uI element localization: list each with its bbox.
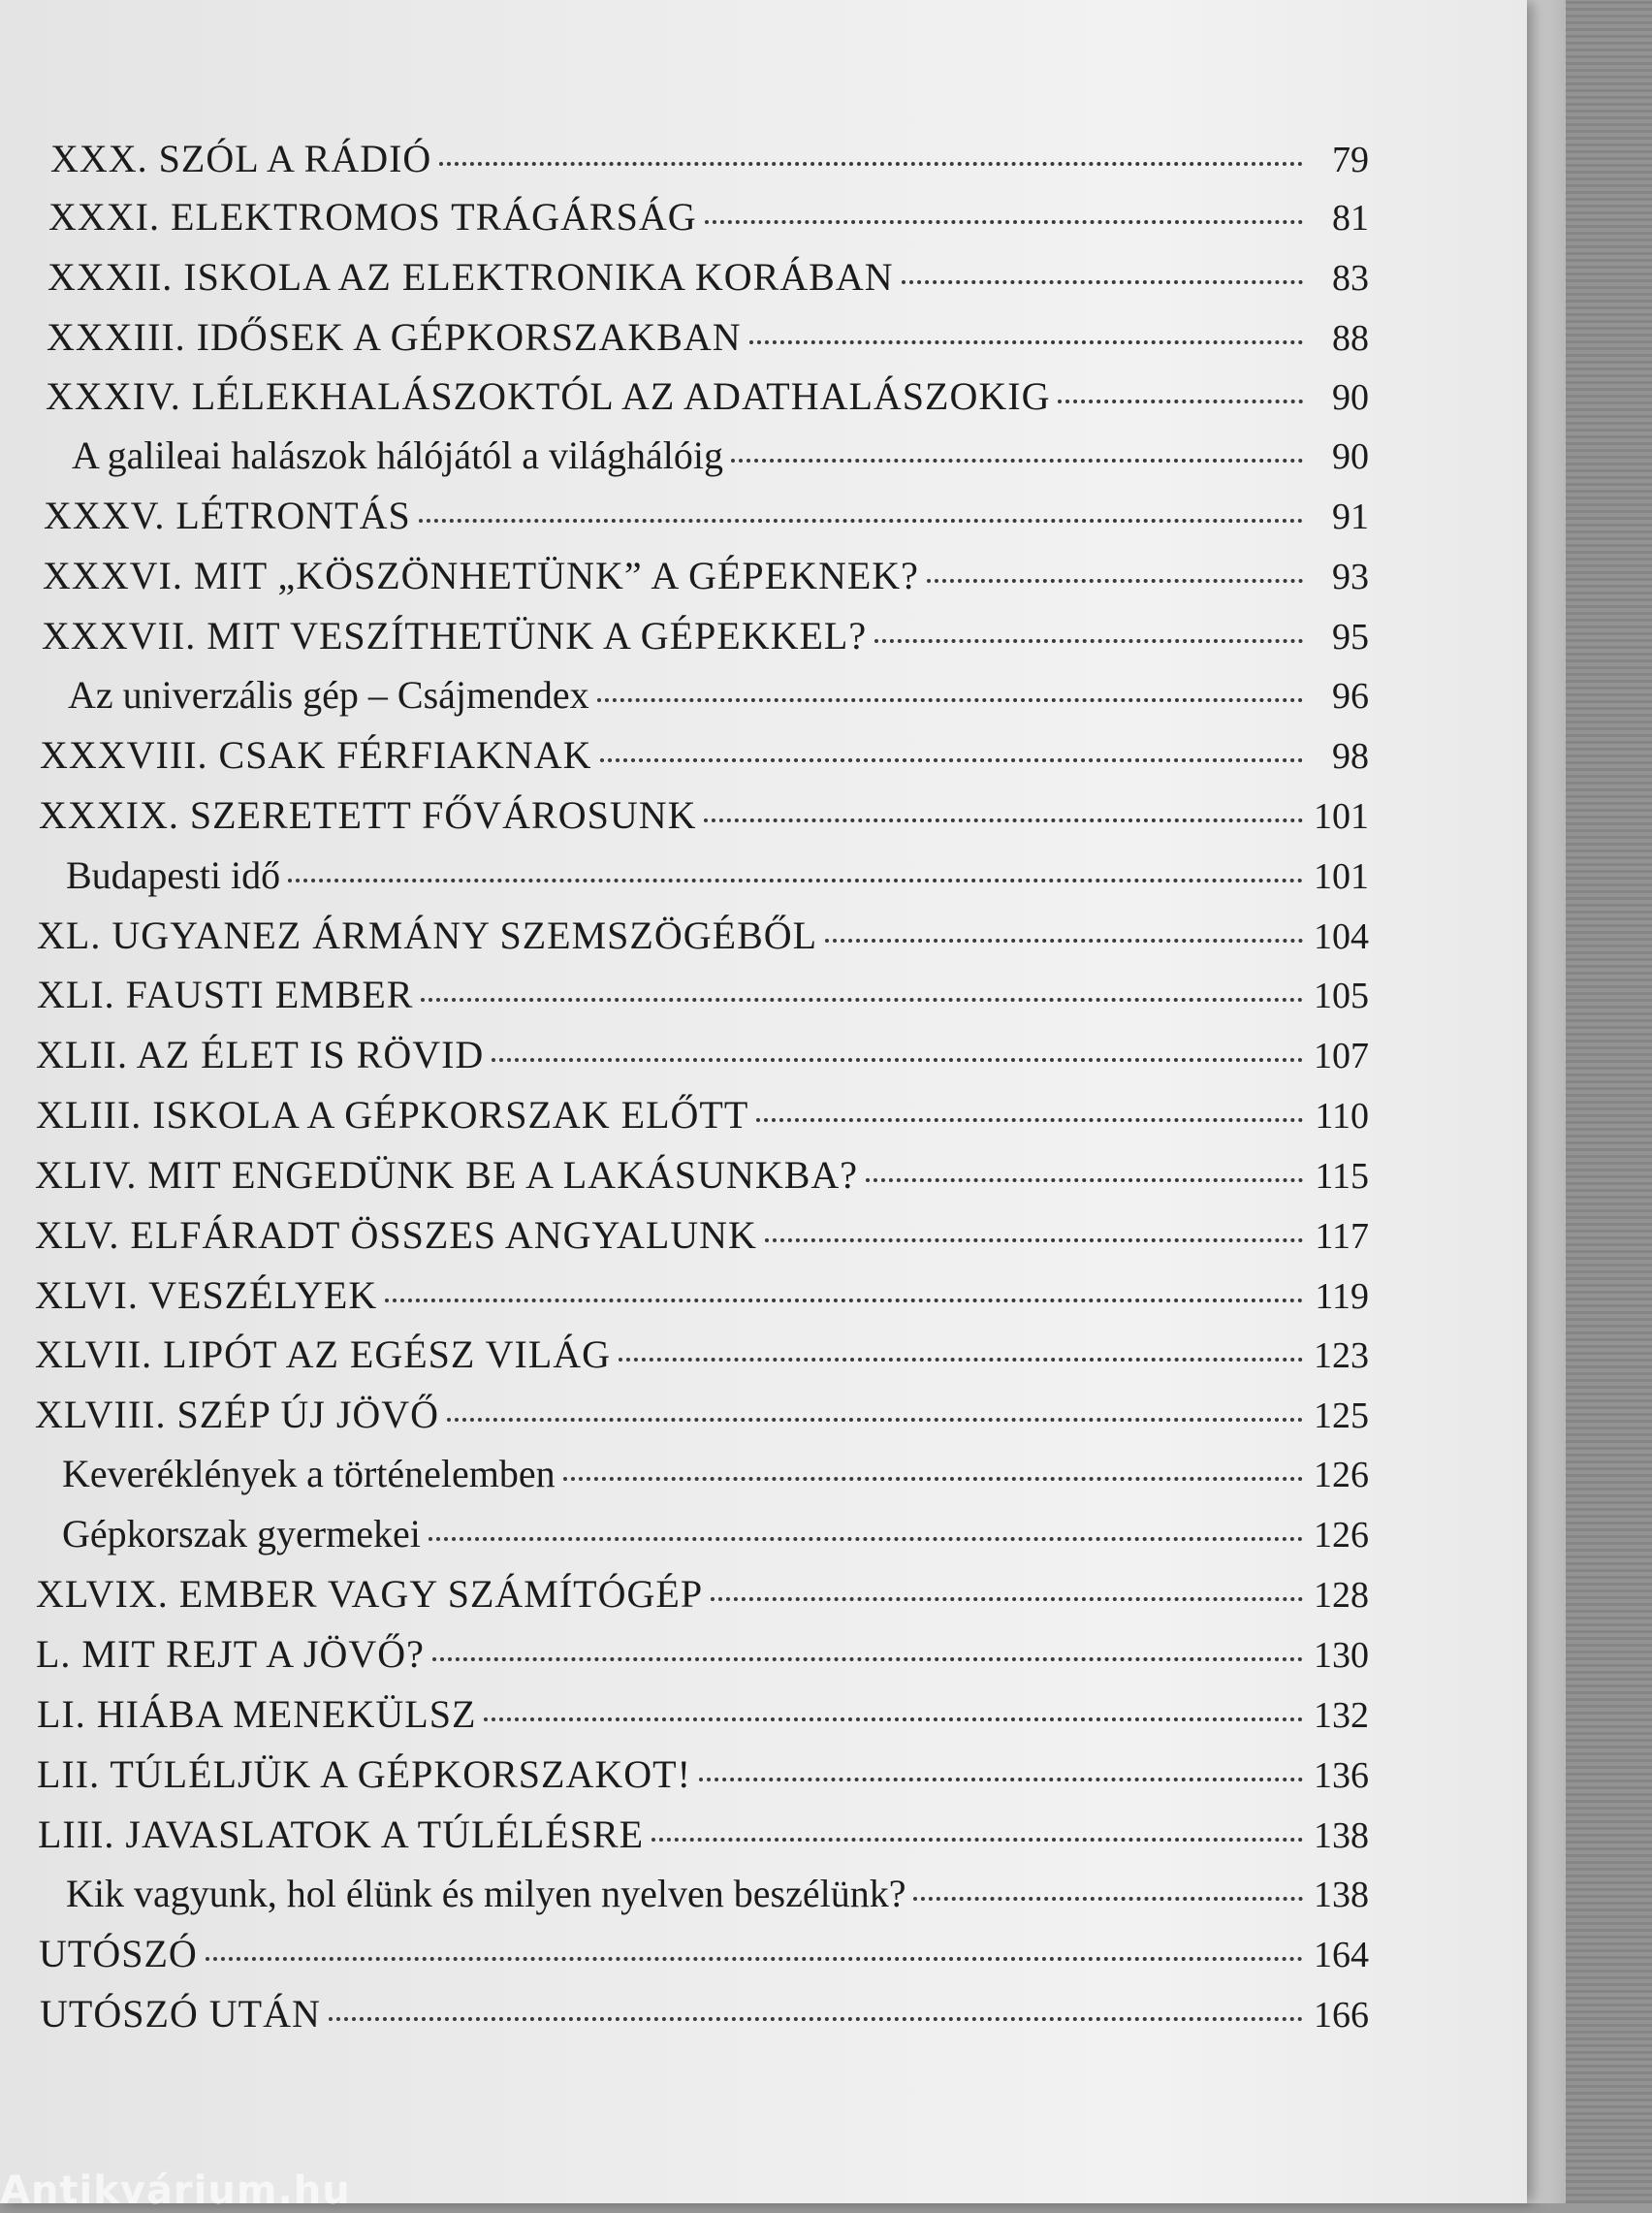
toc-entry-page: 90 bbox=[1332, 377, 1369, 418]
toc-entry-page: 115 bbox=[1315, 1156, 1369, 1197]
toc-entry-page: 132 bbox=[1314, 1695, 1369, 1736]
dot-leader bbox=[484, 1717, 1303, 1721]
toc-entry bbox=[42, 613, 1369, 657]
dot-leader bbox=[825, 939, 1303, 943]
toc-entry-title: XXXIII. IDŐSEK A GÉPKORSZAKBAN bbox=[47, 315, 742, 359]
toc-entry bbox=[35, 1392, 1369, 1436]
toc-entry-page: 110 bbox=[1315, 1096, 1369, 1137]
toc-entry-title: XLVIII. SZÉP ÚJ JÖVŐ bbox=[35, 1393, 440, 1436]
toc-entry-page: 130 bbox=[1314, 1635, 1369, 1676]
dot-leader bbox=[651, 1838, 1303, 1842]
toc-entry-page: 93 bbox=[1332, 557, 1369, 597]
dot-leader bbox=[711, 1597, 1303, 1601]
toc-entry-title: XLII. AZ ÉLET IS RÖVID bbox=[36, 1033, 485, 1076]
toc-entry bbox=[37, 1751, 1369, 1796]
dot-leader bbox=[597, 698, 1303, 702]
toc-entry-page: 164 bbox=[1314, 1935, 1369, 1975]
dot-leader bbox=[1058, 400, 1303, 403]
toc-entry-title: XLI. FAUSTI EMBER bbox=[37, 973, 414, 1016]
toc-entry-title: XXXV. LÉTRONTÁS bbox=[44, 494, 411, 537]
toc-subentry bbox=[66, 1871, 1369, 1915]
toc-entry bbox=[36, 1571, 1369, 1616]
dot-leader bbox=[429, 1537, 1303, 1541]
toc-entry-page: 96 bbox=[1332, 676, 1369, 717]
dot-leader bbox=[619, 1358, 1303, 1362]
dot-leader bbox=[421, 998, 1303, 1002]
toc-entry-title: XXXII. ISKOLA AZ ELEKTRONIKA KORÁBAN bbox=[48, 255, 894, 299]
toc-entry-page: 79 bbox=[1332, 140, 1369, 180]
toc-subentry bbox=[68, 672, 1369, 717]
toc-entry-page: 107 bbox=[1314, 1036, 1369, 1076]
toc-entry bbox=[40, 1991, 1369, 2036]
toc-entry-title: LI. HIÁBA MENEKÜLSZ bbox=[37, 1692, 477, 1736]
toc-entry-page: 123 bbox=[1314, 1335, 1369, 1376]
toc-entry-page: 90 bbox=[1332, 436, 1369, 477]
toc-entry-title: XL. UGYANEZ ÁRMÁNY SZEMSZÖGÉBŐL bbox=[37, 914, 818, 957]
toc-entry-title: XLV. ELFÁRADT ÖSSZES ANGYALUNK bbox=[35, 1213, 757, 1257]
toc-entry-page: 126 bbox=[1314, 1515, 1369, 1556]
toc-subentry bbox=[66, 852, 1369, 897]
dot-leader bbox=[600, 758, 1303, 762]
dot-leader bbox=[765, 1238, 1303, 1242]
toc-entry-title: XXXVI. MIT „KÖSZÖNHETÜNK” A GÉPEKNEK? bbox=[43, 554, 919, 597]
toc-entry bbox=[36, 1092, 1369, 1137]
dot-leader bbox=[385, 1299, 1303, 1302]
toc-entry-page: 81 bbox=[1332, 198, 1369, 239]
toc-entry-title: LII. TÚLÉLJÜK A GÉPKORSZAKOT! bbox=[37, 1752, 691, 1796]
toc-entry-page: 105 bbox=[1314, 976, 1369, 1016]
toc-entry-page: 128 bbox=[1314, 1575, 1369, 1616]
toc-entry bbox=[39, 1931, 1369, 1975]
toc-entry-page: 101 bbox=[1314, 796, 1369, 837]
dot-leader bbox=[756, 1118, 1303, 1122]
toc-entry-title: L. MIT REJT A JÖVŐ? bbox=[36, 1632, 425, 1676]
toc-entry-page: 119 bbox=[1315, 1276, 1369, 1317]
toc-subentry bbox=[62, 1511, 1369, 1556]
toc-entry bbox=[48, 194, 1369, 239]
toc-entry-title: Gépkorszak gyermekei bbox=[62, 1512, 421, 1556]
toc-entry bbox=[35, 1152, 1369, 1197]
toc-entry bbox=[39, 792, 1369, 837]
toc-entry bbox=[37, 1691, 1369, 1736]
toc-entry-page: 138 bbox=[1314, 1875, 1369, 1915]
dot-leader bbox=[749, 340, 1303, 344]
dot-leader bbox=[447, 1418, 1303, 1422]
dot-leader bbox=[288, 879, 1303, 882]
toc-entry-title: Keveréklények a történelemben bbox=[62, 1452, 556, 1495]
toc-entry-page: 126 bbox=[1314, 1455, 1369, 1495]
toc-entry-title: XLVII. LIPÓT AZ EGÉSZ VILÁG bbox=[35, 1332, 612, 1376]
toc-entry bbox=[48, 254, 1369, 299]
dot-leader bbox=[329, 2017, 1303, 2021]
toc-entry-title: XLVIX. EMBER VAGY SZÁMÍTÓGÉP bbox=[36, 1572, 704, 1616]
toc-entry bbox=[47, 314, 1369, 359]
toc-entry bbox=[43, 553, 1369, 597]
toc-entry bbox=[40, 732, 1369, 777]
toc-entry bbox=[50, 136, 1369, 180]
toc-entry-page: 117 bbox=[1315, 1216, 1369, 1257]
toc-entry-page: 138 bbox=[1314, 1815, 1369, 1856]
toc-entry-page: 88 bbox=[1332, 318, 1369, 359]
toc-entry-title: XXXI. ELEKTROMOS TRÁGÁRSÁG bbox=[48, 195, 697, 239]
toc-entry-title: XXXVII. MIT VESZÍTHETÜNK A GÉPEKKEL? bbox=[42, 614, 868, 657]
toc-entry-title: XXXVIII. CSAK FÉRFIAKNAK bbox=[40, 733, 592, 777]
toc-entry-title: XXX. SZÓL A RÁDIÓ bbox=[50, 137, 432, 180]
dot-leader bbox=[927, 579, 1303, 583]
toc-entry-page: 95 bbox=[1332, 617, 1369, 657]
toc-entry-title: Az univerzális gép – Csájmendex bbox=[68, 673, 589, 717]
toc-entry-title: XLVI. VESZÉLYEK bbox=[35, 1273, 378, 1317]
dot-leader bbox=[492, 1058, 1303, 1062]
toc-entry bbox=[36, 1631, 1369, 1676]
toc-entry-title: Kik vagyunk, hol élünk és milyen nyelven beszélünk? bbox=[66, 1872, 906, 1915]
toc-entry-page: 98 bbox=[1332, 736, 1369, 777]
toc-entry-page: 101 bbox=[1314, 856, 1369, 897]
toc-entry bbox=[35, 1212, 1369, 1257]
toc-entry-page: 91 bbox=[1332, 497, 1369, 537]
toc-entry-title: Budapesti idő bbox=[66, 853, 281, 897]
toc-entry-title: XXXIX. SZERETETT FŐVÁROSUNK bbox=[39, 793, 697, 837]
toc-subentry bbox=[62, 1451, 1369, 1495]
dot-leader bbox=[913, 1897, 1303, 1901]
toc-entry-title: XLIII. ISKOLA A GÉPKORSZAK ELŐTT bbox=[36, 1093, 749, 1137]
dot-leader bbox=[874, 639, 1303, 643]
dot-leader bbox=[731, 459, 1303, 463]
background-surface bbox=[1566, 0, 1652, 2203]
page-edge bbox=[1527, 0, 1566, 2203]
toc-entry bbox=[44, 493, 1369, 537]
toc-entry-page: 136 bbox=[1314, 1755, 1369, 1796]
dot-leader bbox=[563, 1477, 1303, 1481]
toc-entry bbox=[46, 373, 1369, 418]
toc-entry-title: UTÓSZÓ bbox=[39, 1932, 198, 1975]
toc-entry-page: 166 bbox=[1314, 1995, 1369, 2036]
toc-entry bbox=[35, 1272, 1369, 1317]
toc-entry bbox=[37, 913, 1369, 957]
toc-entry-title: XLIV. MIT ENGEDÜNK BE A LAKÁSUNKBA? bbox=[35, 1153, 859, 1197]
dot-leader bbox=[699, 1778, 1303, 1781]
watermark: Antikvárium.hu bbox=[0, 2168, 351, 2213]
toc-subentry bbox=[72, 433, 1369, 477]
dot-leader bbox=[704, 818, 1303, 822]
toc-entry-page: 125 bbox=[1314, 1395, 1369, 1436]
toc-entry bbox=[36, 1032, 1369, 1076]
toc-entry bbox=[38, 1812, 1369, 1856]
dot-leader bbox=[432, 1657, 1303, 1661]
dot-leader bbox=[419, 519, 1303, 523]
dot-leader bbox=[439, 162, 1303, 166]
toc-entry-title: XXXIV. LÉLEKHALÁSZOKTÓL AZ ADATHALÁSZOKIG bbox=[46, 374, 1051, 418]
dot-leader bbox=[902, 280, 1303, 284]
dot-leader bbox=[705, 220, 1303, 224]
toc-entry-page: 83 bbox=[1332, 258, 1369, 299]
toc-entry-title: UTÓSZÓ UTÁN bbox=[40, 1992, 321, 2036]
dot-leader bbox=[866, 1178, 1303, 1182]
toc-entry-title: A galileai halászok hálójától a világhálóig bbox=[72, 433, 724, 477]
toc-entry bbox=[35, 1331, 1369, 1376]
toc-entry bbox=[37, 972, 1369, 1016]
toc-entry-page: 104 bbox=[1314, 916, 1369, 957]
dot-leader bbox=[206, 1957, 1303, 1961]
toc-entry-title: LIII. JAVASLATOK A TÚLÉLÉSRE bbox=[38, 1812, 645, 1856]
